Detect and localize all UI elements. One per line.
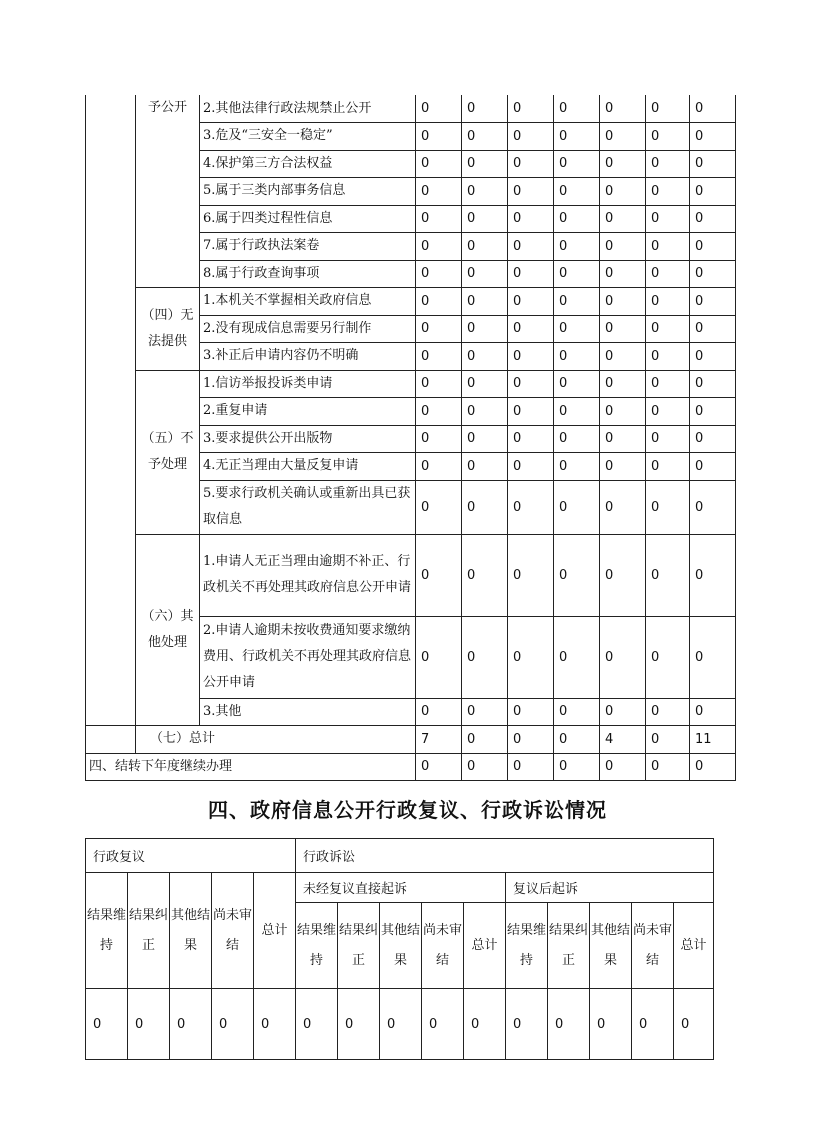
- value-cell: 0: [646, 95, 690, 123]
- value-cell: 0: [464, 989, 506, 1060]
- row-item-label: 3.补正后申请内容仍不明确: [200, 343, 416, 371]
- direct-col-2: 其他结果: [380, 903, 422, 989]
- row-item-label: 1.本机关不掌握相关政府信息: [200, 288, 416, 316]
- value-cell: 0: [690, 480, 736, 534]
- value-cell: 0: [600, 95, 646, 123]
- value-cell: 0: [462, 698, 508, 726]
- value-cell: 0: [416, 480, 462, 534]
- row-item-label: 2.没有现成信息需要另行制作: [200, 315, 416, 343]
- review-col-2: 其他结果: [170, 873, 212, 989]
- total-value-cell: 7: [416, 726, 462, 754]
- group-cell-unavailable: （四）无法提供: [136, 288, 200, 371]
- carry-value-cell: 0: [508, 753, 554, 781]
- value-cell: 0: [674, 989, 714, 1060]
- table-row: [86, 534, 736, 616]
- total-value-cell: 0: [462, 726, 508, 754]
- value-cell: 0: [600, 698, 646, 726]
- value-cell: 0: [554, 616, 600, 698]
- value-cell: 0: [600, 123, 646, 151]
- value-cell: 0: [554, 698, 600, 726]
- value-cell: 0: [646, 370, 690, 398]
- direct-col-4: 总计: [464, 903, 506, 989]
- value-cell: 0: [554, 288, 600, 316]
- table-row: [86, 95, 736, 123]
- value-cell: 0: [554, 178, 600, 206]
- value-cell: 0: [600, 425, 646, 453]
- value-cell: 0: [462, 178, 508, 206]
- review-header: 行政复议: [86, 839, 296, 873]
- value-cell: 0: [554, 398, 600, 426]
- group-cell-withheld: 予公开: [136, 95, 200, 288]
- row-item-label: 4.保护第三方合法权益: [200, 150, 416, 178]
- value-cell: 0: [462, 343, 508, 371]
- value-cell: 0: [554, 480, 600, 534]
- after-review-header: 复议后起诉: [506, 873, 714, 903]
- carry-value-cell: 0: [600, 753, 646, 781]
- value-cell: 0: [548, 989, 590, 1060]
- total-value-cell: 4: [600, 726, 646, 754]
- value-cell: 0: [600, 480, 646, 534]
- category-column-cell: [86, 95, 136, 726]
- value-cell: 0: [646, 425, 690, 453]
- value-cell: 0: [508, 534, 554, 616]
- value-cell: 0: [416, 205, 462, 233]
- value-cell: 0: [462, 453, 508, 481]
- value-cell: 0: [416, 150, 462, 178]
- value-cell: 0: [600, 453, 646, 481]
- category-column-cell: [86, 726, 136, 754]
- row-item-label: 3.要求提供公开出版物: [200, 425, 416, 453]
- value-cell: 0: [416, 698, 462, 726]
- value-cell: 0: [600, 233, 646, 261]
- value-cell: 0: [508, 178, 554, 206]
- value-cell: 0: [462, 123, 508, 151]
- value-cell: 0: [554, 205, 600, 233]
- direct-col-3: 尚未审结: [422, 903, 464, 989]
- value-cell: 0: [690, 698, 736, 726]
- value-cell: 0: [462, 616, 508, 698]
- total-label: （七）总计: [136, 726, 416, 754]
- value-cell: 0: [508, 95, 554, 123]
- value-cell: 0: [690, 616, 736, 698]
- value-cell: 0: [554, 150, 600, 178]
- value-cell: 0: [690, 178, 736, 206]
- row-item-label: 5.要求行政机关确认或重新出具已获取信息: [200, 480, 416, 534]
- value-cell: 0: [416, 370, 462, 398]
- value-cell: 0: [554, 233, 600, 261]
- value-cell: 0: [554, 123, 600, 151]
- value-cell: 0: [646, 123, 690, 151]
- value-cell: 0: [506, 989, 548, 1060]
- value-cell: 0: [86, 989, 128, 1060]
- after-col-1: 结果纠正: [548, 903, 590, 989]
- review-col-0: 结果维持: [86, 873, 128, 989]
- value-cell: 0: [462, 315, 508, 343]
- value-cell: 0: [462, 205, 508, 233]
- value-cell: 0: [416, 315, 462, 343]
- value-cell: 0: [416, 343, 462, 371]
- value-cell: 0: [508, 425, 554, 453]
- value-cell: 0: [690, 398, 736, 426]
- review-litigation-table: [85, 838, 714, 1060]
- after-col-0: 结果维持: [506, 903, 548, 989]
- value-cell: 0: [508, 233, 554, 261]
- value-cell: 0: [128, 989, 170, 1060]
- row-item-label: 7.属于行政执法案卷: [200, 233, 416, 261]
- value-cell: 0: [690, 288, 736, 316]
- row-item-label: 2.其他法律行政法规禁止公开: [200, 95, 416, 123]
- value-cell: 0: [508, 343, 554, 371]
- value-cell: 0: [690, 425, 736, 453]
- value-cell: 0: [600, 343, 646, 371]
- value-cell: 0: [646, 480, 690, 534]
- value-cell: 0: [416, 233, 462, 261]
- section-title: 四、政府信息公开行政复议、行政诉讼情况: [208, 798, 607, 822]
- value-cell: 0: [508, 150, 554, 178]
- value-cell: 0: [554, 534, 600, 616]
- value-cell: 0: [170, 989, 212, 1060]
- row-item-label: 4.无正当理由大量反复申请: [200, 453, 416, 481]
- value-cell: 0: [254, 989, 296, 1060]
- value-cell: 0: [600, 398, 646, 426]
- value-cell: 0: [690, 343, 736, 371]
- value-cell: 0: [416, 534, 462, 616]
- value-cell: 0: [554, 425, 600, 453]
- review-col-4: 总计: [254, 873, 296, 989]
- carry-value-cell: 0: [462, 753, 508, 781]
- total-value-cell: 0: [508, 726, 554, 754]
- value-cell: 0: [600, 178, 646, 206]
- row-item-label: 3.其他: [200, 698, 416, 726]
- row-item-label: 8.属于行政查询事项: [200, 260, 416, 288]
- value-cell: 0: [600, 534, 646, 616]
- value-cell: 0: [508, 453, 554, 481]
- value-cell: 0: [600, 315, 646, 343]
- value-cell: 0: [646, 315, 690, 343]
- value-cell: 0: [690, 233, 736, 261]
- value-cell: 0: [462, 260, 508, 288]
- value-cell: 0: [600, 205, 646, 233]
- value-cell: 0: [646, 343, 690, 371]
- value-cell: 0: [508, 288, 554, 316]
- value-cell: 0: [646, 150, 690, 178]
- direct-col-0: 结果维持: [296, 903, 338, 989]
- value-cell: 0: [690, 260, 736, 288]
- value-cell: 0: [422, 989, 464, 1060]
- value-cell: 0: [416, 95, 462, 123]
- value-cell: 0: [600, 260, 646, 288]
- group-cell-other-processing: （六）其他处理: [136, 534, 200, 726]
- after-col-3: 尚未审结: [632, 903, 674, 989]
- carry-value-cell: 0: [416, 753, 462, 781]
- value-cell: 0: [462, 425, 508, 453]
- value-cell: 0: [646, 534, 690, 616]
- value-cell: 0: [690, 315, 736, 343]
- value-cell: 0: [600, 616, 646, 698]
- value-cell: 0: [690, 123, 736, 151]
- value-cell: 0: [690, 534, 736, 616]
- review-col-3: 尚未审结: [212, 873, 254, 989]
- value-cell: 0: [416, 453, 462, 481]
- application-handling-table: [85, 95, 736, 781]
- value-cell: 0: [554, 315, 600, 343]
- value-cell: 0: [508, 616, 554, 698]
- value-cell: 0: [646, 453, 690, 481]
- value-cell: 0: [600, 288, 646, 316]
- value-cell: 0: [554, 343, 600, 371]
- value-cell: 0: [554, 453, 600, 481]
- row-item-label: 1.信访举报投诉类申请: [200, 370, 416, 398]
- value-cell: 0: [416, 398, 462, 426]
- value-cell: 0: [646, 616, 690, 698]
- review-col-1: 结果纠正: [128, 873, 170, 989]
- value-cell: 0: [508, 123, 554, 151]
- value-cell: 0: [646, 288, 690, 316]
- value-cell: 0: [554, 260, 600, 288]
- table-row: [86, 288, 736, 316]
- row-item-label: 2.重复申请: [200, 398, 416, 426]
- value-cell: 0: [690, 95, 736, 123]
- value-cell: 0: [296, 989, 338, 1060]
- value-cell: 0: [416, 288, 462, 316]
- value-cell: 0: [462, 233, 508, 261]
- value-cell: 0: [508, 398, 554, 426]
- value-cell: 0: [690, 370, 736, 398]
- value-cell: 0: [508, 205, 554, 233]
- value-cell: 0: [690, 453, 736, 481]
- value-cell: 0: [462, 480, 508, 534]
- value-cell: 0: [590, 989, 632, 1060]
- value-cell: 0: [690, 150, 736, 178]
- value-cell: 0: [508, 370, 554, 398]
- direct-col-1: 结果纠正: [338, 903, 380, 989]
- value-cell: 0: [554, 95, 600, 123]
- carry-value-cell: 0: [690, 753, 736, 781]
- value-cell: 0: [632, 989, 674, 1060]
- value-cell: 0: [646, 233, 690, 261]
- row-item-label: 2.申请人逾期未按收费通知要求缴纳费用、行政机关不再处理其政府信息公开申请: [200, 616, 416, 698]
- value-cell: 0: [646, 260, 690, 288]
- value-cell: 0: [462, 150, 508, 178]
- value-cell: 0: [462, 534, 508, 616]
- value-cell: 0: [462, 288, 508, 316]
- value-cell: 0: [600, 150, 646, 178]
- after-col-2: 其他结果: [590, 903, 632, 989]
- value-cell: 0: [416, 260, 462, 288]
- value-cell: 0: [462, 370, 508, 398]
- value-cell: 0: [416, 425, 462, 453]
- after-col-4: 总计: [674, 903, 714, 989]
- row-item-label: 3.危及“三安全一稳定”: [200, 123, 416, 151]
- table-row: [86, 370, 736, 398]
- row-item-label: 1.申请人无正当理由逾期不补正、行政机关不再处理其政府信息公开申请: [200, 534, 416, 616]
- total-value-cell: 0: [554, 726, 600, 754]
- value-cell: 0: [338, 989, 380, 1060]
- value-cell: 0: [646, 698, 690, 726]
- carry-over-label: 四、结转下年度继续办理: [86, 753, 416, 781]
- value-cell: 0: [416, 616, 462, 698]
- carry-value-cell: 0: [554, 753, 600, 781]
- value-cell: 0: [416, 123, 462, 151]
- direct-suit-header: 未经复议直接起诉: [296, 873, 506, 903]
- value-cell: 0: [380, 989, 422, 1060]
- value-cell: 0: [646, 178, 690, 206]
- value-cell: 0: [508, 480, 554, 534]
- value-cell: 0: [508, 315, 554, 343]
- value-cell: 0: [690, 205, 736, 233]
- litigation-header: 行政诉讼: [296, 839, 714, 873]
- value-cell: 0: [416, 178, 462, 206]
- row-item-label: 5.属于三类内部事务信息: [200, 178, 416, 206]
- value-cell: 0: [600, 370, 646, 398]
- group-cell-not-processed: （五）不予处理: [136, 370, 200, 534]
- total-value-cell: 11: [690, 726, 736, 754]
- value-cell: 0: [508, 698, 554, 726]
- value-cell: 0: [646, 398, 690, 426]
- carry-over-row: [86, 753, 736, 781]
- value-cell: 0: [554, 370, 600, 398]
- total-row: [86, 726, 736, 754]
- value-cell: 0: [462, 95, 508, 123]
- total-value-cell: 0: [646, 726, 690, 754]
- value-cell: 0: [508, 260, 554, 288]
- value-cell: 0: [212, 989, 254, 1060]
- value-cell: 0: [646, 205, 690, 233]
- carry-value-cell: 0: [646, 753, 690, 781]
- row-item-label: 6.属于四类过程性信息: [200, 205, 416, 233]
- value-cell: 0: [462, 398, 508, 426]
